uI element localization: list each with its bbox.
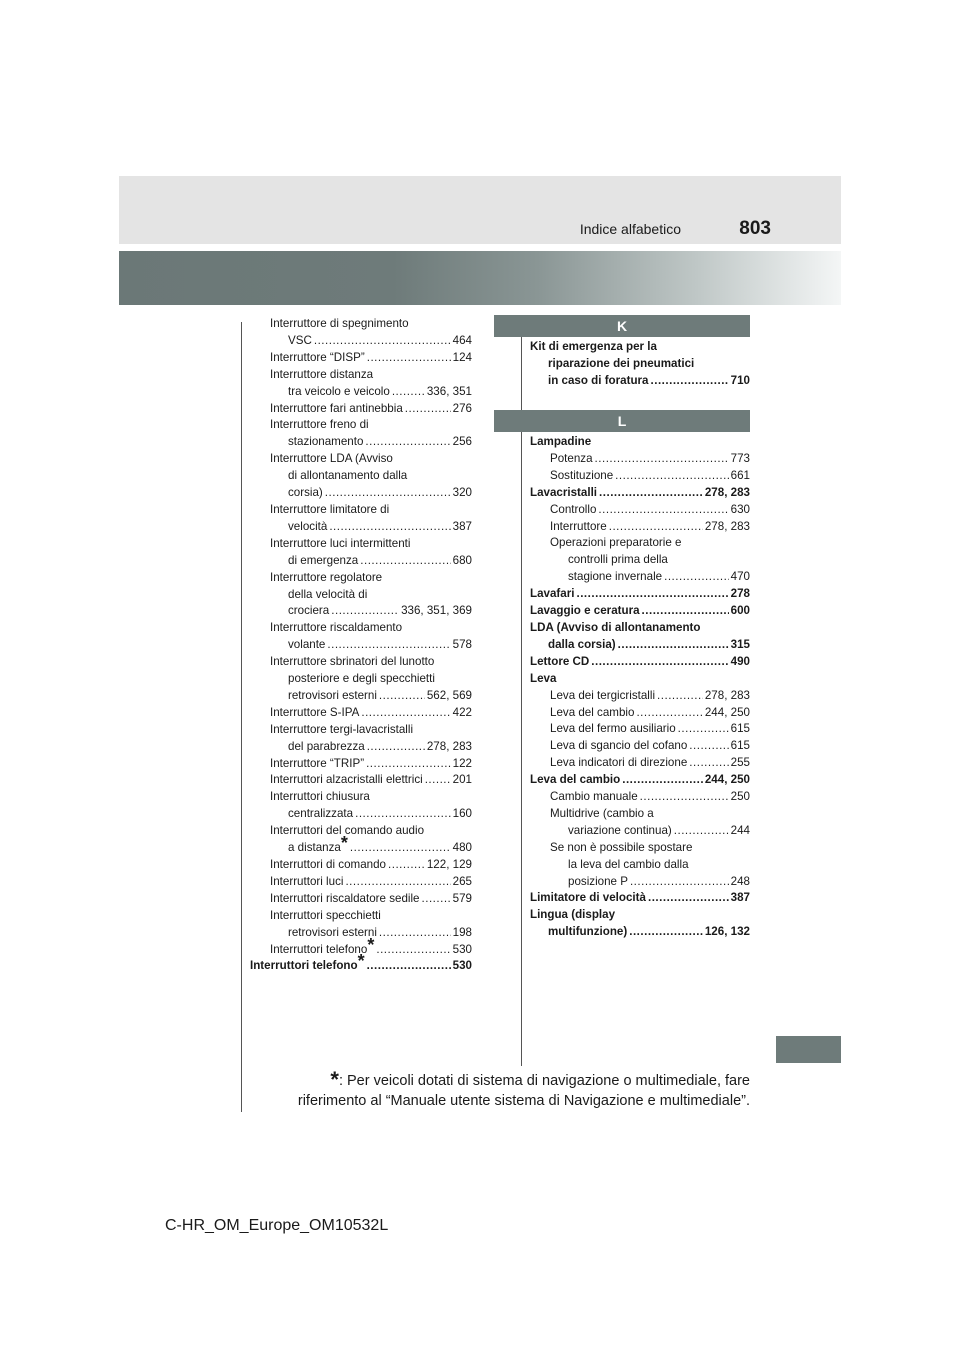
page-reference: 615 [730, 739, 750, 753]
index-entry [250, 705, 472, 722]
page-reference: 387 [452, 519, 472, 533]
index-entry-line: posteriore e degli specchietti [288, 672, 435, 686]
page-reference: 256 [452, 435, 472, 449]
page-reference: 336, 351, 369 [401, 604, 472, 618]
index-entry-line: Interruttore tergi-lavacristalli [270, 722, 414, 736]
dot-leader [576, 586, 728, 603]
footnote [268, 1068, 750, 1111]
page-number: 803 [739, 218, 771, 239]
page-reference: 160 [452, 807, 472, 821]
index-term: stagione invernale [568, 570, 663, 584]
index-term: Limitatore di velocità [530, 891, 646, 905]
index-term: di emergenza [288, 553, 359, 567]
index-term: Interruttore fari antinebbia [270, 401, 403, 415]
index-entry-line: Interruttore freno di [270, 418, 369, 432]
page-reference: 276 [452, 401, 472, 415]
index-entry [530, 519, 750, 536]
index-entry-line: Interruttore sbrinatori del lunotto [270, 655, 435, 669]
page-reference: 661 [730, 468, 750, 482]
index-entry [530, 502, 750, 519]
index-entry [250, 333, 472, 350]
dot-leader [376, 942, 450, 959]
index-term: volante [288, 638, 326, 652]
page-reference: 480 [452, 841, 472, 855]
dot-leader [599, 485, 703, 502]
index-entry [530, 890, 750, 907]
dot-leader [314, 333, 451, 350]
index-term: Interruttore “TRIP” [270, 756, 365, 770]
index-entry [250, 925, 472, 942]
page-reference: 315 [730, 637, 750, 651]
index-entry [250, 806, 472, 823]
index-entry [530, 688, 750, 705]
dot-leader [350, 840, 451, 857]
index-term: Leva di sgancio del cofano [550, 739, 688, 753]
index-term: tra veicolo e veicolo [288, 384, 390, 398]
dot-leader [392, 384, 425, 401]
index-entry [530, 654, 750, 671]
index-term: posizione P [568, 874, 628, 888]
index-entry-line: di allontanamento dalla [288, 469, 408, 483]
index-term: Leva dei tergicristalli [550, 688, 656, 702]
index-column-l [530, 434, 750, 941]
index-term: Leva del cambio [530, 773, 621, 787]
page-reference: 198 [452, 925, 472, 939]
footnote-ref: * [357, 951, 365, 972]
page-reference: 464 [452, 333, 472, 347]
page-reference: 122 [452, 756, 472, 770]
footnote-marker: * [330, 1067, 339, 1092]
dot-leader [367, 739, 425, 756]
dot-leader [366, 756, 451, 773]
page-reference: 126, 132 [704, 925, 750, 939]
index-entry [530, 874, 750, 891]
dot-leader [642, 603, 729, 620]
index-term: Cambio manuale [550, 790, 638, 804]
page-reference: 422 [452, 705, 472, 719]
page-reference: 615 [730, 722, 750, 736]
index-entry [530, 924, 750, 941]
page-reference: 244 [730, 823, 750, 837]
index-term: multifunzione) [548, 925, 628, 939]
dot-leader [664, 569, 729, 586]
index-term: Sostituzione [550, 468, 614, 482]
index-entry [250, 874, 472, 891]
index-term: Leva del cambio [550, 705, 635, 719]
document-code: C-HR_OM_Europe_OM10532L [165, 1217, 389, 1234]
section-title: Indice alfabetico [579, 221, 681, 237]
index-entry-line: Interruttore limitatore di [270, 502, 390, 516]
dot-leader [591, 654, 728, 671]
index-entry-line: della velocità di [288, 587, 368, 601]
footnote-ref: * [367, 934, 375, 955]
index-term: retrovisori esterni [288, 925, 377, 939]
page-reference: 578 [452, 638, 472, 652]
index-term: Interruttore [550, 519, 607, 533]
index-entry [250, 350, 472, 367]
index-term: corsia) [288, 486, 323, 500]
index-entry [250, 739, 472, 756]
index-term: Leva del fermo ausiliario [550, 722, 676, 736]
page-reference: 387 [730, 891, 750, 905]
index-term: crociera [288, 604, 330, 618]
dot-leader [331, 603, 399, 620]
index-term: Controllo [550, 502, 597, 516]
dot-leader [636, 705, 702, 722]
index-term: velocità [288, 519, 328, 533]
dot-leader [365, 434, 450, 451]
index-term: Lampadine [530, 435, 592, 448]
index-entry [530, 586, 750, 603]
page-reference: 278, 283 [704, 519, 750, 533]
index-entry-line: Interruttori del comando audio [270, 824, 425, 838]
page-reference: 244, 250 [704, 773, 750, 787]
index-entry-line: Interruttori chiusura [270, 790, 370, 804]
index-entry [250, 485, 472, 502]
dot-leader [329, 519, 450, 536]
index-term: dalla corsia) [548, 637, 616, 651]
page-reference: 579 [452, 891, 472, 905]
index-term: Interruttori alzacristalli elettrici [270, 773, 423, 787]
page-reference: 600 [730, 604, 750, 618]
index-entry [530, 671, 750, 688]
index-entry-line: Multidrive (cambio a [550, 806, 654, 820]
page-reference: 250 [730, 790, 750, 804]
index-entry [530, 705, 750, 722]
index-entry [530, 755, 750, 772]
index-term: VSC [288, 333, 312, 347]
page-reference: 562, 569 [426, 688, 472, 702]
dot-leader [345, 874, 450, 891]
index-entry [250, 857, 472, 874]
left-margin-rule [241, 322, 242, 1112]
index-term: centralizzata [288, 807, 354, 821]
dot-leader [648, 890, 729, 907]
page-reference: 278, 283 [704, 485, 750, 499]
dot-leader [622, 772, 703, 789]
index-entry [530, 485, 750, 502]
dot-leader [689, 755, 728, 772]
index-entry-line: Interruttore distanza [270, 367, 374, 381]
dot-leader [598, 502, 728, 519]
dot-leader [651, 373, 729, 390]
footnote-ref: * [340, 833, 348, 854]
page-reference: 201 [452, 773, 472, 787]
index-term: Interruttori luci [270, 874, 344, 888]
index-term: Leva [530, 671, 557, 685]
index-entry-line: Lingua (display [530, 908, 616, 922]
page-reference: 124 [452, 350, 472, 364]
dot-leader [325, 485, 451, 502]
dot-leader [367, 350, 451, 367]
index-term: Lavaggio e ceratura [530, 604, 640, 618]
index-entry-line: Operazioni preparatorie e [550, 536, 682, 550]
index-entry [530, 789, 750, 806]
index-entry-line: LDA (Avviso di allontanamento [530, 620, 701, 634]
dot-leader [678, 721, 729, 738]
index-entry-line: Kit di emergenza per la [530, 340, 657, 353]
index-entry-line: Interruttore luci intermittenti [270, 536, 411, 550]
chapter-thumb-tab [776, 1036, 841, 1063]
dot-leader [388, 857, 425, 874]
index-entry [250, 384, 472, 401]
index-entry [530, 603, 750, 620]
index-entry [530, 637, 750, 654]
index-entry [530, 823, 750, 840]
page-reference: 255 [730, 756, 750, 770]
index-entry [250, 434, 472, 451]
index-entry [250, 401, 472, 418]
dot-leader [618, 637, 729, 654]
index-entry-line: Interruttori specchietti [270, 908, 381, 922]
index-term: del parabrezza [288, 739, 365, 753]
page-reference: 265 [452, 874, 472, 888]
dot-leader [405, 401, 451, 418]
index-term: Potenza [550, 451, 593, 465]
page-reference: 122, 129 [426, 858, 472, 871]
index-entry [530, 738, 750, 755]
dot-leader [367, 958, 451, 975]
letter-heading-l: L [494, 410, 750, 432]
index-entry [530, 434, 750, 451]
index-term: Interruttore “DISP” [270, 350, 365, 364]
footnote-text: : Per veicoli dotati di sistema di navigazione o multimediale, fare riferimento al “Manuale utente sistema di Navigazione e multimediale”. [297, 1073, 750, 1109]
dot-leader [609, 519, 703, 536]
dot-leader [379, 688, 425, 705]
index-entry [250, 772, 472, 789]
dot-leader [422, 891, 451, 908]
dot-leader [379, 925, 451, 942]
index-entry [530, 451, 750, 468]
page-reference: 248 [730, 874, 750, 888]
index-column-left [250, 316, 472, 975]
index-entry [250, 891, 472, 908]
index-entry [250, 637, 472, 654]
page-reference: 680 [452, 553, 472, 567]
page-reference: 278, 283 [426, 739, 472, 753]
dot-leader [689, 738, 728, 755]
index-entry-line: Interruttore riscaldamento [270, 621, 403, 635]
index-entry [530, 468, 750, 485]
index-term: a distanza [288, 841, 341, 855]
index-entry-line: controlli prima della [568, 553, 668, 567]
letter-heading-k: K [494, 315, 750, 337]
index-term: Interruttore S-IPA [270, 705, 360, 719]
index-entry-line: la leva del cambio dalla [568, 857, 689, 871]
index-entry [530, 721, 750, 738]
index-entry [250, 951, 472, 975]
index-column-k [530, 339, 750, 390]
index-entry-line: Interruttore LDA (Avviso [270, 452, 393, 466]
dot-leader [361, 705, 450, 722]
index-term: Interruttori di comando [270, 858, 386, 871]
page-reference: 470 [730, 570, 750, 584]
index-entry [250, 688, 472, 705]
page-reference: 244, 250 [704, 705, 750, 719]
page-reference: 530 [452, 959, 472, 973]
index-term: stazionamento [288, 435, 364, 449]
page-reference: 320 [452, 486, 472, 500]
dot-leader [615, 468, 728, 485]
index-entry [530, 569, 750, 586]
index-entry [250, 553, 472, 570]
page-reference: 630 [730, 502, 750, 516]
index-term: Lavafari [530, 587, 575, 601]
dot-leader [674, 823, 729, 840]
index-term: retrovisori esterni [288, 688, 377, 702]
index-entry [250, 519, 472, 536]
dot-leader [425, 772, 451, 789]
index-entry [250, 756, 472, 773]
index-term: Lavacristalli [530, 485, 598, 499]
index-term: in caso di foratura [548, 373, 649, 387]
page-reference: 710 [730, 373, 750, 387]
index-term: Interruttori telefono [270, 942, 368, 956]
dot-leader [630, 874, 729, 891]
index-entry [530, 772, 750, 789]
header-bar [119, 176, 841, 244]
index-entry-line: Se non è possibile spostare [550, 840, 693, 854]
page-reference: 278, 283 [704, 688, 750, 702]
index-term: Interruttori telefono [250, 959, 358, 973]
header-gradient-band [119, 251, 841, 305]
dot-leader [360, 553, 450, 570]
dot-leader [657, 688, 703, 705]
page-reference: 490 [730, 654, 750, 668]
index-entry [530, 373, 750, 390]
index-term: Interruttori riscaldatore sedile [270, 891, 420, 905]
page-reference: 336, 351 [426, 384, 472, 398]
dot-leader [629, 924, 703, 941]
index-entry-line: Interruttore regolatore [270, 570, 383, 584]
index-entry [250, 833, 472, 857]
page-reference: 773 [730, 451, 750, 465]
dot-leader [595, 451, 729, 468]
dot-leader [640, 789, 729, 806]
page-reference: 278 [730, 587, 750, 601]
index-term: Leva indicatori di direzione [550, 756, 688, 770]
dot-leader [355, 806, 451, 823]
page-reference: 530 [452, 942, 472, 956]
index-entry [250, 603, 472, 620]
index-entry-line: Interruttore di spegnimento [270, 317, 409, 330]
index-entry-line: riparazione dei pneumatici [548, 356, 695, 370]
index-term: Lettore CD [530, 654, 590, 668]
index-term: variazione continua) [568, 823, 672, 837]
dot-leader [327, 637, 450, 654]
